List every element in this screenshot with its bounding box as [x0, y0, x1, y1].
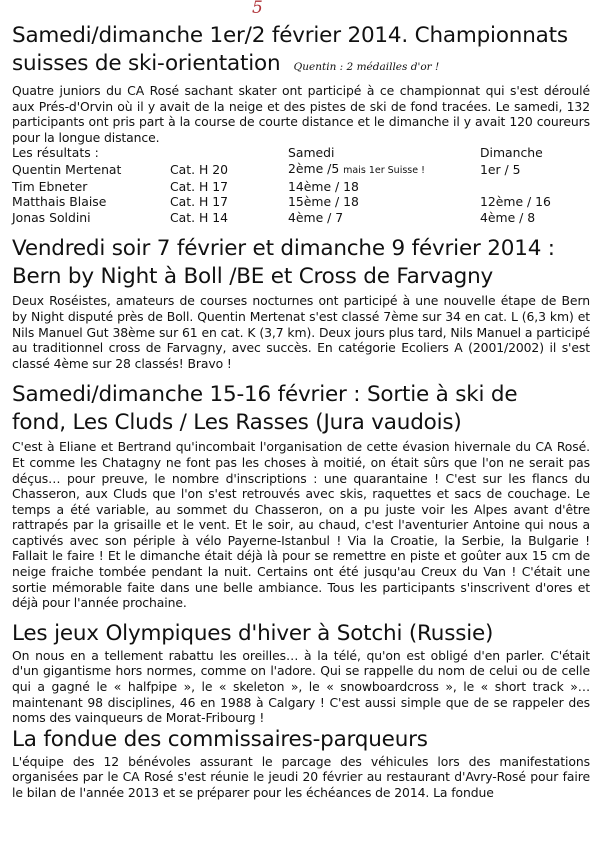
section-ski-orientation-title-line2: [12, 50, 590, 81]
athlete-name: Matthais Blaise: [12, 194, 107, 210]
sunday-result: [480, 179, 590, 195]
document-page: [12, 0, 590, 801]
section-sotchi-paragraph: On nous en a tellement rabattu les oreilles… à la télé, qu'on est obligé d'en parler. C'était d'un gigantisme hors normes, comme on l'adore. Qui se rappelle du nom de celui ou de celle qui a gagné le « halfpipe », le « skeleton », le « snowboardcross », le « short track »… maintenant 98 disciplines, 46 en 1988 à Calgary ! C'est aussi simple que de se rappeler des noms des vainqueurs de Morat-Fribourg !: [12, 647, 590, 726]
section-ski-orientation-title-line1: Samedi/dimanche 1er/2 février 2014. Championnats: [12, 23, 568, 48]
sunday-result: 12ème / 16: [480, 194, 551, 210]
sunday-result: 4ème / 8: [480, 209, 536, 225]
athlete-category: Cat. H 17: [170, 194, 229, 210]
athlete-name: Jonas Soldini: [12, 209, 91, 225]
results-label: Les résultats :: [12, 145, 99, 161]
col-sunday-header: Dimanche: [480, 145, 543, 161]
section-bern-by-night-paragraph: Deux Roséistes, amateurs de courses nocturnes ont participé à une nouvelle étape de Bern by Night disputé près de Boll. Quentin Mertenat s'est classé 7ème sur 34 en cat. L (6,3 km) et Nils Manuel Gut 38ème sur 61 en cat. K (3,7 km). Deux jours plus tard, Nils Manuel a participé au traditionnel cross de Farvagny, avec succès. En catégorie Ecoliers A (2001/2002) il s'est classé 4ème sur 28 classés! Bravo !: [12, 293, 590, 371]
results-table: [12, 145, 590, 225]
table-row: [12, 194, 590, 210]
section-ski-de-fond-title-line2: fond, Les Cluds / Les Rasses (Jura vaudois): [12, 410, 462, 436]
sunday-result: 1er / 5: [480, 161, 521, 177]
results-header-row: [12, 145, 590, 161]
title-text: suisses de ski-orientation: [12, 51, 281, 76]
athlete-name: Quentin Mertenat: [12, 161, 122, 177]
saturday-result: 14ème / 18: [288, 178, 359, 194]
col-saturday-header: Samedi: [288, 145, 335, 161]
saturday-result: 15ème / 18: [288, 194, 359, 210]
athlete-category: Cat. H 20: [170, 161, 229, 177]
section-ski-de-fond-title-line1: Samedi/dimanche 15-16 février : Sortie à ski de: [12, 382, 518, 408]
section-bern-by-night-title-line2: Bern by Night à Boll /BE et Cross de Farvagny: [12, 264, 494, 290]
section-ski-orientation-paragraph: Quatre juniors du CA Rosé sachant skater ont participé à ce championnat qui s'est déroulé aux Prés-d'Orvin où il y avait de la neige et des pistes de ski de fond tracées. Le samedi, 132 participants ont pris part à la course de courte distance et le dimanche il y avait 120 coureurs pour la longue distance.: [12, 83, 590, 145]
section-fondue-title: La fondue des commissaires-parqueurs: [12, 726, 428, 752]
athlete-category: Cat. H 17: [170, 178, 229, 194]
handwritten-note: Quentin : 2 médailles d'or !: [293, 61, 440, 73]
handwritten-page-mark: 5: [252, 0, 263, 18]
saturday-result-note: mais 1er Suisse !: [343, 164, 425, 176]
saturday-result: 2ème /5 mais 1er Suisse !: [288, 160, 425, 176]
athlete-category: Cat. H 14: [170, 209, 229, 225]
table-row: [12, 161, 590, 179]
section-sotchi-title: Les jeux Olympiques d'hiver à Sotchi (Russie): [12, 620, 494, 646]
section-ski-de-fond-paragraph: C'est à Eliane et Bertrand qu'incombait l'organisation de cette évasion hivernale du CA Rosé. Et comme les Chatagny ne font pas les choses à moitié, on était sûrs que l'on ne serait pas déçus… pour preuve, le nombre d'inscriptions : une quarantaine ! C'est sur les flancs du Chasseron, aux Cluds que l'on s'est retrouvés avec skis, raquettes et sacs de couchage. Le temps a été variable, au sommet du Chasseron, on a pu juste voir les Alpes avant d'être rattrapés par la grisaille et le vent. Et le soir, au chaud, c'est l'aventurier Antoine qui nous a captivés avec son périple à vélo Payerne-Istanbul ! Via la Croatie, la Serbie, la Bulgarie ! Fallait le faire ! Et le dimanche était déjà là pour se remettre en piste et goûter aux 15 cm de neige fraiche tombée pendant la nuit. Certains ont été jusqu'au Creux du Van ! C'était une sortie mémorable faite dans une belle ambiance. Tous les participants s'inscrivent d'ores et déjà pour l'année prochaine.: [12, 439, 590, 611]
athlete-name: Tim Ebneter: [12, 178, 88, 194]
saturday-result: 4ème / 7: [288, 209, 344, 225]
section-fondue-paragraph: L'équipe des 12 bénévoles assurant le parcage des véhicules lors des manifestations organisées par le CA Rosé s'est réunie le jeudi 20 février au restaurant d'Avry-Rosé pour faire le bilan de l'année 2013 et se préparer pour les échéances de 2014. La fondue: [12, 753, 590, 800]
table-row: [12, 210, 590, 226]
table-row: [12, 179, 590, 195]
section-bern-by-night-title-line1: Vendredi soir 7 février et dimanche 9 février 2014 :: [12, 236, 555, 262]
